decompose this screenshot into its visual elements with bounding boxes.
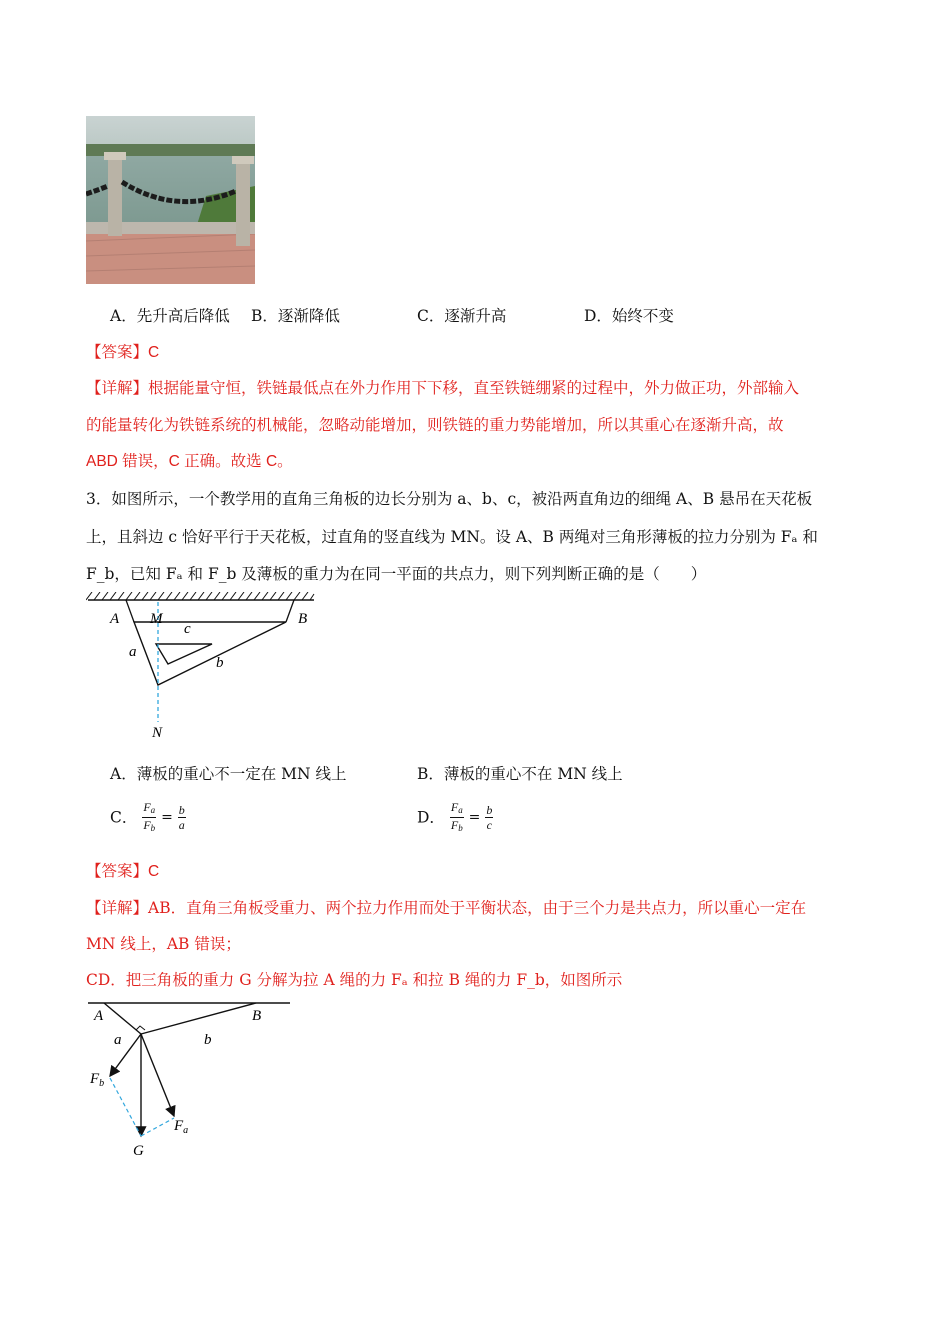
answer-tag: 【答案】 (86, 343, 149, 361)
label-g: G (133, 1143, 144, 1159)
q3-option-a[interactable]: A．薄板的重心不一定在 MN 线上 (110, 765, 347, 783)
option-c-label: C． (110, 808, 138, 827)
q3-stem-line2: 上，且斜边 c 恰好平行于天花板，过直角的竖直线为 MN。设 A、B 两绳对三角形薄板的拉力分别为 Fₐ 和 (86, 528, 818, 546)
detail-tag: 【详解】 (86, 379, 149, 397)
q2-detail-line1 (86, 378, 799, 398)
fraction-fa-fb: $\frac{F_a}{F_b}$ (143, 800, 156, 833)
label-fa: $F_a$ (174, 1118, 189, 1136)
q3-option-d[interactable]: D． $\frac{F_a}{F_b}$ = $\frac{b}{c}$ (417, 800, 493, 833)
label-c: c (184, 621, 191, 637)
label-m: M (150, 611, 163, 627)
label-b-point: B (298, 611, 308, 627)
q3-detail-line1 (86, 898, 806, 918)
fraction-b-a: $\frac{b}{a}$ (178, 803, 185, 832)
q3-answer (86, 861, 159, 882)
q3-detail-line2: MN 线上，AB 错误； (86, 935, 241, 953)
answer-tag: 【答案】 (86, 862, 149, 880)
chain-railing-photo (86, 116, 255, 284)
q2-option-c[interactable]: C．逐渐升高 (417, 307, 507, 325)
q2-detail-line2: 的能量转化为铁链系统的机械能，忽略动能增加，则铁链的重力势能增加，所以其重心在逐渐升高，故 (86, 416, 784, 434)
force-decomposition-figure (86, 998, 296, 1163)
q2-option-d[interactable]: D．始终不变 (584, 307, 674, 325)
q3-option-c[interactable]: C． $\frac{F_a}{F_b}$ = $\frac{b}{a}$ (110, 800, 185, 833)
q3-detail-line3: CD．把三角板的重力 G 分解为拉 A 绳的力 Fₐ 和拉 B 绳的力 F_b，如图所示 (86, 971, 623, 989)
q2-option-a[interactable]: A．先升高后降低 (110, 307, 230, 325)
q2-answer (86, 342, 159, 363)
label-b-point: B (252, 1008, 262, 1024)
detail-text: 根据能量守恒，铁链最低点在外力作用下下移，直至铁链绷紧的过程中，外力做正功，外部输入 (148, 379, 800, 397)
q3-stem-line3: F_b，已知 Fₐ 和 F_b 及薄板的重力为在同一平面的共点力，则下列判断正确的是（ ） (86, 565, 707, 583)
answer-value: C (148, 863, 160, 880)
detail-text: AB．直角三角板受重力、两个拉力作用而处于平衡状态，由于三个力是共点力，所以重心一定在 (148, 899, 807, 917)
label-b-side: b (216, 655, 224, 671)
label-a-point: A (94, 1008, 104, 1024)
label-a-side: a (114, 1032, 122, 1048)
label-a-point: A (110, 611, 120, 627)
detail-tag: 【详解】 (86, 899, 149, 917)
q2-detail-line3: ABD 错误，C 正确。故选 C。 (86, 453, 293, 470)
label-n: N (152, 725, 163, 741)
q3-option-b[interactable]: B．薄板的重心不在 MN 线上 (417, 765, 623, 783)
label-fb: $F_b$ (90, 1071, 105, 1089)
q2-option-b[interactable]: B．逐渐降低 (251, 307, 340, 325)
q3-stem-line1: 3．如图所示，一个教学用的直角三角板的边长分别为 a、b、c，被沿两直角边的细绳 A、B 悬吊在天花板 (86, 490, 813, 508)
answer-value: C (148, 344, 160, 361)
fraction-b-c: $\frac{b}{c}$ (486, 803, 493, 832)
triangle-plate-figure (86, 592, 321, 742)
fraction-fa-fb: $\frac{F_a}{F_b}$ (450, 800, 463, 833)
option-d-label: D． (417, 808, 445, 827)
label-a-side: a (129, 644, 137, 660)
label-b-side: b (204, 1032, 212, 1048)
